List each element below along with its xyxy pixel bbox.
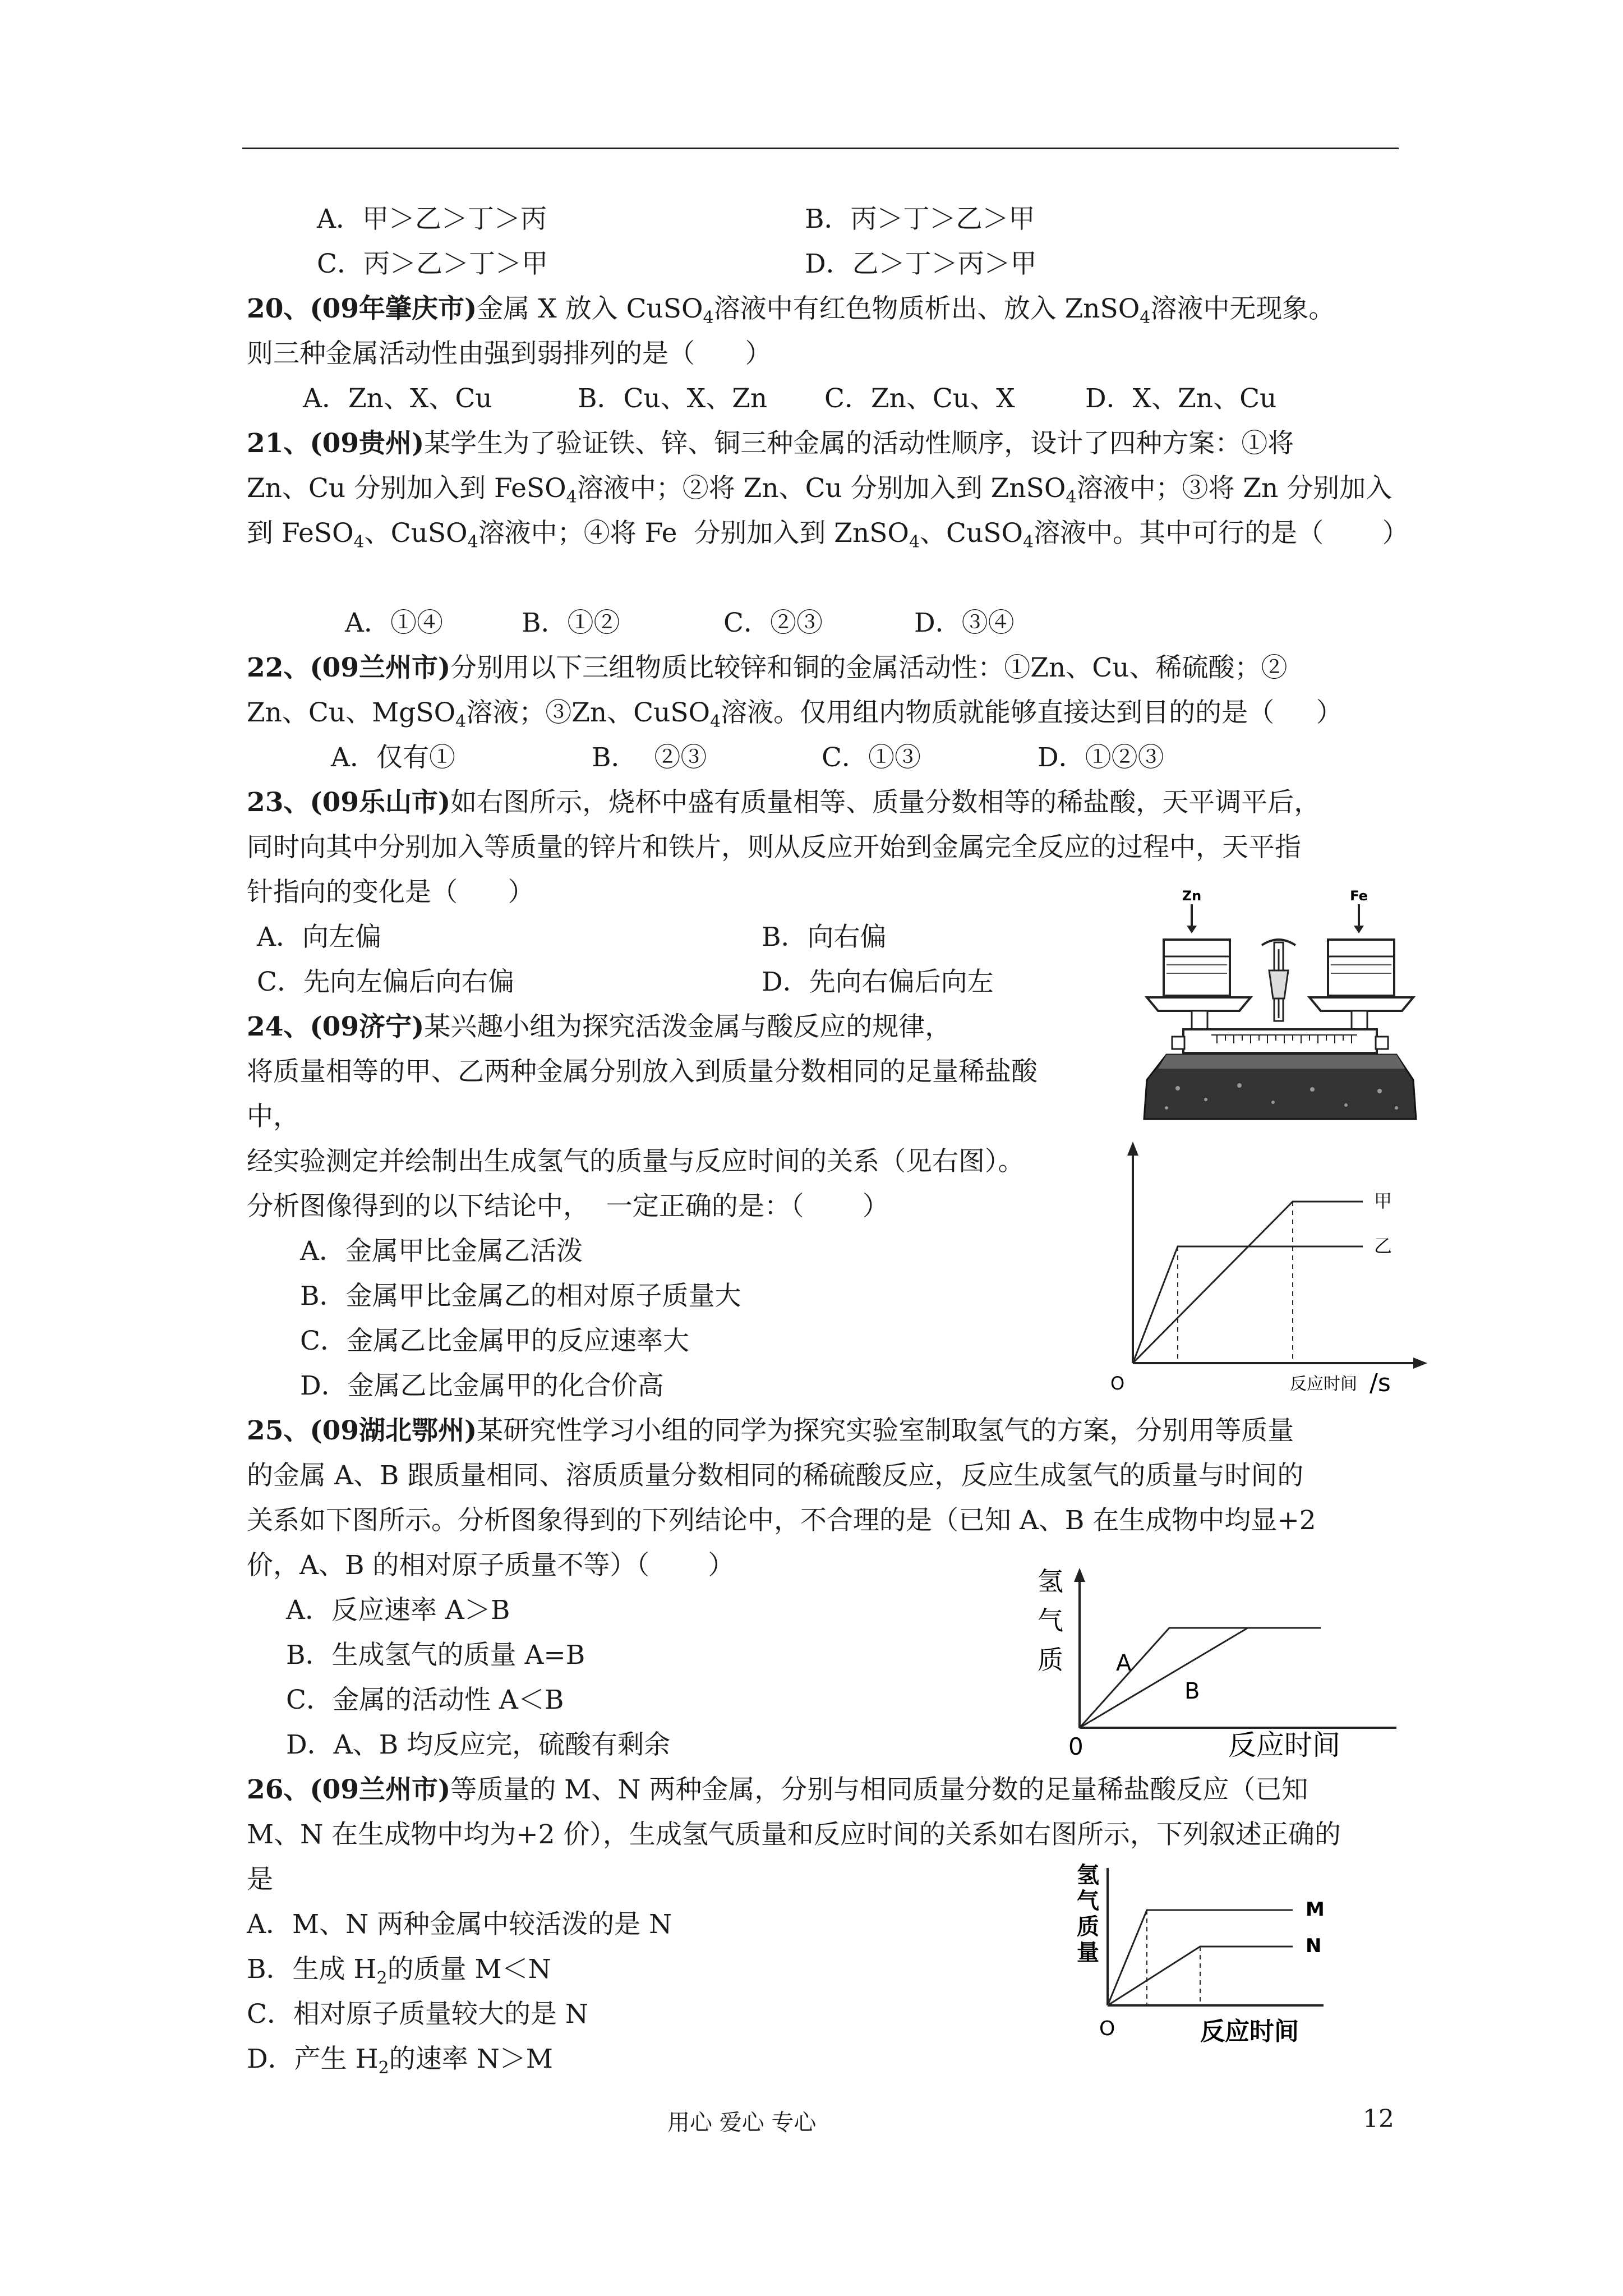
q21-option-a: A．①④ xyxy=(345,608,443,638)
q20-number: 20、(09年肇庆市) xyxy=(247,293,477,324)
right-beaker xyxy=(1328,940,1394,996)
q21-line3: 到 FeSO$_4$、CuSO$_4$溶液中；④将 Fe 分别加入到 ZnSO$_4$、CuSO$_4$溶液中。其中可行的是（ ） xyxy=(247,518,1409,552)
q20-option-d: D．X、Zn、Cu xyxy=(1085,383,1277,414)
q21-option-c: C．②③ xyxy=(723,608,823,638)
q21-option-b: B．①② xyxy=(522,608,620,638)
q25-line1: 25、(09湖北鄂州)某研究性学习小组的同学为探究实验室制取氢气的方案，分别用等质量 xyxy=(247,1415,1294,1446)
prev-option-c: C．丙＞乙＞丁＞甲 xyxy=(317,249,548,279)
q20-option-c: C．Zn、Cu、X xyxy=(824,383,1015,414)
q25-option-b: B．生成氢气的质量 A=B xyxy=(286,1640,585,1671)
q22-option-c: C．①③ xyxy=(822,742,921,773)
q22-option-d: D．①②③ xyxy=(1038,742,1164,773)
balance-figure xyxy=(1133,886,1447,1144)
q26-line2: M、N 在生成物中均为+2 价），生成氢气质量和反应时间的关系如右图所示，下列叙述正确的 xyxy=(247,1819,1341,1850)
series-yi-label: 乙 xyxy=(1374,1235,1393,1257)
origin-label: O xyxy=(1110,1373,1125,1394)
q25-graph xyxy=(1038,1565,1419,1761)
q24-option-a: A．金属甲比金属乙活泼 xyxy=(300,1236,583,1267)
q24-line5: 分析图像得到的以下结论中， 一定正确的是：（ ） xyxy=(247,1191,889,1222)
q22-option-b: B． ②③ xyxy=(592,742,707,773)
xaxis-unit: /s xyxy=(1370,1369,1391,1397)
q24-option-c: C．金属乙比金属甲的反应速率大 xyxy=(300,1326,689,1356)
q24-line3: 中， xyxy=(247,1101,299,1132)
series-jia-label: 甲 xyxy=(1374,1190,1393,1212)
q22-option-a: A．仅有① xyxy=(331,742,455,773)
q22-line1: 22、(09兰州市)分别用以下三组物质比较锌和铜的金属活动性：①Zn、Cu、稀硫酸；② xyxy=(247,652,1288,683)
ylabel-char-1: 氢 xyxy=(1077,1862,1099,1888)
zn-label: Zn xyxy=(1182,888,1202,904)
q25-option-c: C．金属的活动性 A＜B xyxy=(286,1685,564,1715)
q26-option-b: B．生成 $H_2$的质量 M＜N xyxy=(247,1954,551,1988)
q25-option-d: D．A、B 均反应完，硫酸有剩余 xyxy=(286,1729,671,1760)
q24-graph xyxy=(1099,1139,1447,1402)
ylabel-char-3: 质 xyxy=(1038,1645,1063,1675)
prev-option-a: A．甲＞乙＞丁＞丙 xyxy=(317,204,547,234)
q23-line2: 同时向其中分别加入等质量的锌片和铁片，则从反应开始到金属完全反应的过程中，天平指 xyxy=(247,832,1301,863)
ylabel-char-3: 质 xyxy=(1077,1914,1099,1940)
q20-option-a: A．Zn、X、Cu xyxy=(303,383,492,414)
q25-number: 25、(09湖北鄂州) xyxy=(247,1415,477,1446)
q26-line1: 26、(09兰州市)等质量的 M、N 两种金属，分别与相同质量分数的足量稀盐酸反应（已知 xyxy=(247,1774,1308,1805)
q23-option-a: A．向左偏 xyxy=(257,922,381,953)
q23-option-b: B．向右偏 xyxy=(762,922,887,953)
series-m-label: M xyxy=(1306,1898,1325,1921)
series-b-label: B xyxy=(1184,1678,1200,1704)
ylabel-char-1: 氢 xyxy=(1038,1566,1063,1596)
q26-graph xyxy=(1077,1857,1368,2059)
ylabel-char-4: 量 xyxy=(1077,1940,1099,1966)
left-beaker xyxy=(1164,940,1230,996)
origin-label: O xyxy=(1099,2017,1115,2040)
series-b-line xyxy=(1080,1628,1248,1728)
q25-option-a: A．反应速率 A＞B xyxy=(286,1595,510,1626)
ylabel-char-2: 气 xyxy=(1077,1888,1099,1914)
series-jia-line xyxy=(1133,1202,1363,1363)
prev-option-b: B．丙＞丁＞乙＞甲 xyxy=(805,204,1035,234)
prev-option-d: D．乙＞丁＞丙＞甲 xyxy=(805,249,1037,279)
q24-option-b: B．金属甲比金属乙的相对原子质量大 xyxy=(300,1281,741,1312)
q20-line1: 20、(09年肇庆市)金属 X 放入 CuSO$_4$溶液中有红色物质析出、放入 ZnSO$_4$溶液中无现象。 xyxy=(247,293,1335,328)
q26-line3: 是 xyxy=(247,1864,273,1895)
q25-line4: 价，A、B 的相对原子质量不等）（ ） xyxy=(247,1550,735,1581)
series-a-line xyxy=(1080,1628,1321,1728)
q26-number: 26、(09兰州市) xyxy=(247,1774,451,1805)
page-number: 12 xyxy=(1363,2105,1394,2133)
q24-line1: 24、(09济宁)某兴趣小组为探究活泼金属与酸反应的规律， xyxy=(247,1011,952,1042)
footer-motto: 用心 爱心 专心 xyxy=(667,2110,817,2136)
q23-line1: 23、(09乐山市)如右图所示，烧杯中盛有质量相等、质量分数相等的稀盐酸，天平调平后， xyxy=(247,787,1321,818)
q26-option-a: A．M、N 两种金属中较活泼的是 N xyxy=(247,1909,672,1940)
q21-option-d: D．③④ xyxy=(914,608,1015,638)
q24-number: 24、(09济宁) xyxy=(247,1011,425,1042)
q20-line2: 则三种金属活动性由强到弱排列的是（ ） xyxy=(247,338,772,369)
q21-number: 21、(09贵州) xyxy=(247,428,425,459)
q23-number: 23、(09乐山市) xyxy=(247,787,451,818)
q24-line2: 将质量相等的甲、乙两种金属分别放入到质量分数相同的足量稀盐酸 xyxy=(247,1056,1038,1087)
xaxis-label: 反应时间 xyxy=(1290,1374,1357,1394)
series-a-label: A xyxy=(1116,1650,1132,1676)
q26-option-d: D．产生 $H_2$的速率 N＞M xyxy=(247,2044,553,2078)
q23-option-c: C．先向左偏后向右偏 xyxy=(257,967,514,997)
q20-option-b: B．Cu、X、Zn xyxy=(578,383,768,414)
q21-line2: Zn、Cu 分别加入到 FeSO$_4$溶液中；②将 Zn、Cu 分别加入到 ZnSO$_4$溶液中；③将 Zn 分别加入 xyxy=(247,473,1393,507)
series-n-label: N xyxy=(1306,1935,1322,1957)
q22-number: 22、(09兰州市) xyxy=(247,652,451,683)
xaxis-label: 反应时间 xyxy=(1200,2017,1299,2046)
origin-label: 0 xyxy=(1068,1733,1083,1760)
q24-line4: 经实验测定并绘制出生成氢气的质量与反应时间的关系（见右图）。 xyxy=(247,1146,1025,1177)
fe-label: Fe xyxy=(1350,888,1368,904)
header-rule xyxy=(242,148,1399,149)
q24-option-d: D．金属乙比金属甲的化合价高 xyxy=(300,1370,664,1401)
ylabel-char-2: 气 xyxy=(1038,1605,1063,1636)
q26-option-c: C．相对原子质量较大的是 N xyxy=(247,1999,589,2030)
q21-line1: 21、(09贵州)某学生为了验证铁、锌、铜三种金属的活动性顺序，设计了四种方案：①将 xyxy=(247,428,1294,459)
q25-line3: 关系如下图所示。分析图象得到的下列结论中，不合理的是（已知 A、B 在生成物中均显+2 xyxy=(247,1505,1316,1536)
q23-line3: 针指向的变化是（ ） xyxy=(247,877,534,908)
q25-line2: 的金属 A、B 跟质量相同、溶质质量分数相同的稀硫酸反应，反应生成氢气的质量与时间的 xyxy=(247,1460,1304,1491)
q22-line2: Zn、Cu、MgSO$_4$溶液；③Zn、CuSO$_4$溶液。仅用组内物质就能够直接达到目的的是（ ） xyxy=(247,697,1343,731)
q23-option-d: D．先向右偏后向左 xyxy=(762,967,994,997)
series-yi-line xyxy=(1133,1246,1363,1363)
xaxis-label: 反应时间 xyxy=(1228,1729,1340,1761)
